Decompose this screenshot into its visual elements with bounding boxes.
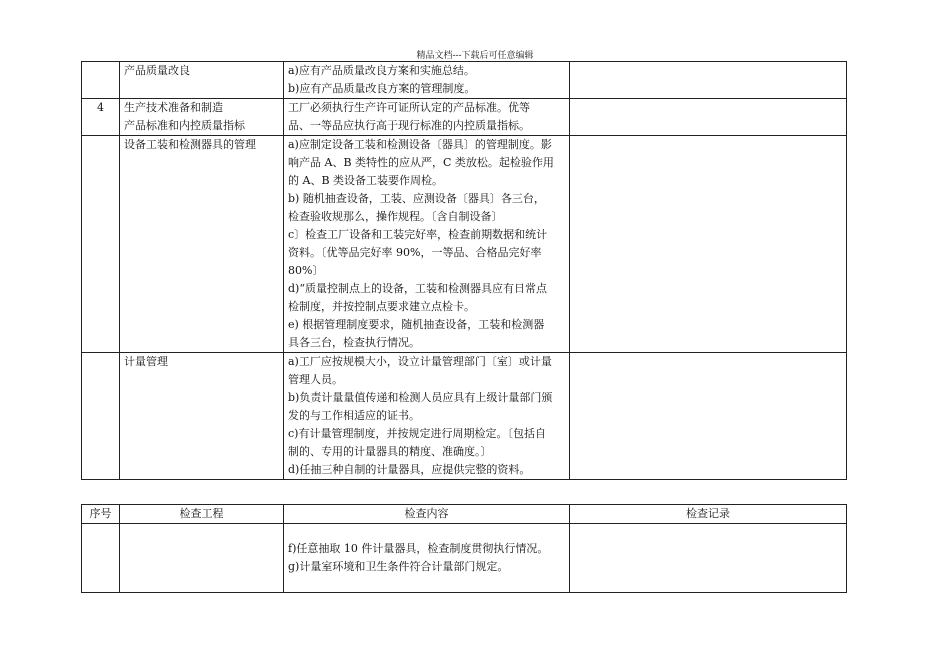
table-header-row bbox=[82, 505, 847, 524]
content-line: 80%〕 bbox=[288, 264, 324, 277]
page-header: 精品文档---下载后可任意编辑 bbox=[416, 51, 534, 61]
check-record bbox=[570, 99, 847, 136]
row-number bbox=[82, 62, 120, 99]
check-record bbox=[570, 136, 847, 353]
table-row bbox=[82, 99, 847, 136]
check-item bbox=[120, 353, 284, 480]
content-line: c〕检查工厂设备和工装完好率，检查前期数据和统计 bbox=[288, 228, 548, 241]
content-line: 发的与工作相适应的证书。 bbox=[288, 409, 420, 422]
table-row bbox=[82, 62, 847, 99]
content-line: 具各三台，检查执行情况。 bbox=[288, 336, 420, 349]
header-content: 检查内容 bbox=[284, 505, 570, 524]
item-line: 生产技术准备和制造 bbox=[124, 101, 223, 114]
header-record: 检查记录 bbox=[570, 505, 847, 524]
content-line: a)应有产品质量改良方案和实施总结。 bbox=[288, 64, 475, 77]
check-content bbox=[284, 136, 570, 353]
inspection-table-2 bbox=[81, 504, 847, 593]
content-line: 的 A、B 类设备工装要作周检。 bbox=[288, 174, 444, 187]
inspection-table-1 bbox=[81, 61, 847, 480]
check-item bbox=[120, 136, 284, 353]
row-number: 4 bbox=[82, 99, 120, 136]
check-content bbox=[284, 99, 570, 136]
content-line: a)应制定设备工装和检测设备〔器具〕的管理制度。影 bbox=[288, 138, 552, 151]
content-line: c)有计量管理制度，并按规定进行周期检定。〔包括自 bbox=[288, 427, 546, 440]
content-line: 工厂必须执行生产许可证所认定的产品标准。优等 bbox=[288, 101, 530, 114]
header-item: 检查工程 bbox=[120, 505, 284, 524]
check-item bbox=[120, 99, 284, 136]
content-line: 管理人员。 bbox=[288, 373, 343, 386]
check-content bbox=[284, 353, 570, 480]
content-line: a)工厂应按规模大小，设立计量管理部门〔室〕或计量 bbox=[288, 355, 552, 368]
check-content bbox=[284, 62, 570, 99]
content-line: 品、一等品应执行高于现行标准的内控质量指标。 bbox=[288, 119, 530, 132]
row-number bbox=[82, 353, 120, 480]
content-line: b)负责计量量值传递和检测人员应具有上级计量部门颁 bbox=[288, 391, 553, 404]
check-record bbox=[570, 62, 847, 99]
header-no: 序号 bbox=[82, 505, 120, 524]
item-line: 计量管理 bbox=[124, 355, 168, 368]
check-record bbox=[570, 524, 847, 593]
item-line: 设备工装和检测器具的管理 bbox=[124, 138, 256, 151]
content-line: g)计量室环境和卫生条件符合计量部门规定。 bbox=[288, 560, 509, 573]
check-item bbox=[120, 62, 284, 99]
table-row bbox=[82, 353, 847, 480]
item-line: 产品标准和内控质量指标 bbox=[124, 119, 245, 132]
row-number bbox=[82, 524, 120, 593]
check-record bbox=[570, 353, 847, 480]
content-line: d)任抽三种自制的计量器具，应提供完整的资料。 bbox=[288, 463, 531, 476]
item-line: 产品质量改良 bbox=[124, 64, 190, 77]
content-line: b) 随机抽查设备，工装、应测设备〔器具〕各三台， bbox=[288, 192, 545, 205]
row-number bbox=[82, 136, 120, 353]
table-row bbox=[82, 136, 847, 353]
content-line: 制的、专用的计量器具的精度、准确度。〕 bbox=[288, 445, 492, 458]
content-line: 检查验收规那么，操作规程。〔含自制设备〕 bbox=[288, 210, 503, 223]
content-line: 响产品 A、B 类特性的应从严，C 类放松。起检验作用 bbox=[288, 156, 554, 169]
content-line: e) 根据管理制度要求，随机抽查设备，工装和检测器 bbox=[288, 318, 545, 331]
table-row bbox=[82, 524, 847, 593]
content-line: b)应有产品质量改良方案的管理制度。 bbox=[288, 82, 476, 95]
content-line: f)任意抽取 10 件计量器具，检查制度贯彻执行情况。 bbox=[288, 542, 549, 555]
check-content bbox=[284, 524, 570, 593]
content-line: d)“质量控制点上的设备，工装和检测器具应有日常点 bbox=[288, 282, 547, 295]
content-line: 检制度，并按控制点要求建立点检卡。 bbox=[288, 300, 475, 313]
content-line: 资料。〔优等品完好率 90%，一等品、合格品完好率 bbox=[288, 246, 542, 259]
check-item bbox=[120, 524, 284, 593]
